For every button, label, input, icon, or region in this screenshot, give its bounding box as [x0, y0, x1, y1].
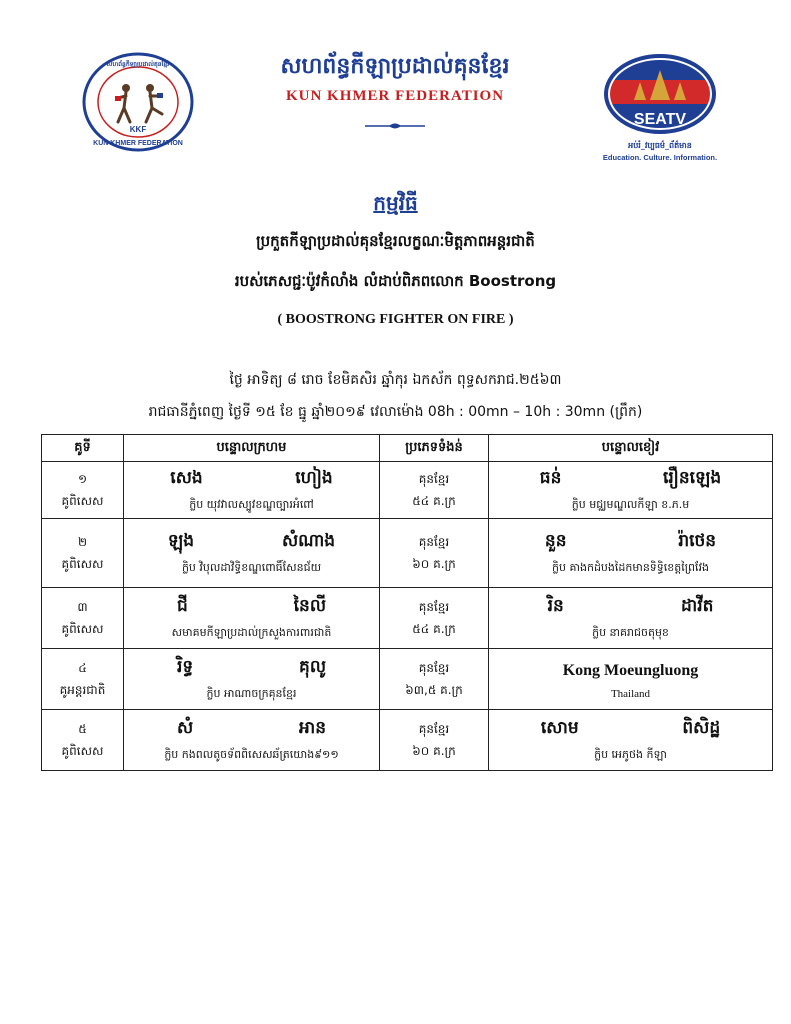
program-subtitle-1: ប្រកួតកីឡាប្រដាល់គុនខ្មែរលក្ខណៈមិត្តភាពអន្តរជាតិ [256, 232, 535, 250]
logo-ring-text: សហព័ន្ធកីឡាប្រដាល់គុនខ្មែរ [106, 61, 170, 68]
red-fighter-last-name: អាន [299, 717, 327, 738]
bout-number: ៤ [78, 661, 87, 675]
bout-number-cell [42, 462, 124, 519]
red-fighter-last-name: ហៀង [295, 467, 333, 488]
blue-corner-cell [489, 649, 773, 710]
weight-cell [380, 462, 489, 519]
org-name-english: KUN KHMER FEDERATION [285, 88, 505, 104]
org-name-khmer: សហព័ន្ធកីឡាប្រដាល់គុនខ្មែរ [280, 54, 510, 79]
weight-class: ៥៤ គ.ក្រ [412, 494, 456, 508]
col-header-red-corner: បន្ទោលក្រហម [124, 435, 380, 462]
kkf-logo [82, 52, 194, 152]
bout-number-cell [42, 710, 124, 771]
red-corner-cell [124, 462, 380, 519]
blue-fighter-first-name: ធន់ [539, 467, 562, 488]
program-title: កម្មវិធី [373, 191, 418, 215]
logo-bottom-text: KUN KHMER FEDERATION [93, 140, 183, 147]
bout-type: គូអន្តរជាតិ [59, 683, 106, 697]
bout-type: គូពិសេស [61, 622, 104, 636]
blue-fighter-first-name: សោម [540, 717, 579, 738]
red-corner-cell [124, 519, 380, 588]
table-row [42, 519, 773, 588]
bout-number: ៥ [78, 722, 87, 736]
weight-class: ៦៣,៥ គ.ក្រ [405, 683, 463, 697]
fight-style: គុនខ្មែរ [418, 472, 450, 486]
table-row [42, 588, 773, 649]
seatv-tagline-en: Education. Culture. Information. [602, 153, 718, 162]
blue-corner-cell [489, 462, 773, 519]
red-fighter-club: ក្លិប យុវវាលស្បូវខណ្ឌច្បារអំពៅ [189, 497, 314, 511]
red-fighter-club: ក្លិប វិបុលដាវិទ្ធិខណ្ឌពោធិ៍សែនជ័យ [181, 560, 322, 574]
col-header-blue-corner: បន្ទោលខៀវ [489, 435, 773, 462]
blue-fighter-last-name: រ៉ាថេន [678, 530, 717, 551]
bout-type: គូពិសេស [61, 557, 104, 571]
blue-fighter-country: Thailand [610, 688, 651, 700]
blue-fighter-first-name: រិន [547, 595, 564, 616]
bout-number-cell [42, 519, 124, 588]
blue-fighter-club: ក្លិប អេភូថង កីឡា [594, 747, 667, 761]
red-fighter-first-name: សំ [176, 717, 194, 738]
bout-type: គូពិសេស [61, 744, 104, 758]
red-fighter-first-name: ឡុង [167, 530, 195, 551]
blue-corner-cell [489, 519, 773, 588]
bout-number: ២ [77, 535, 88, 549]
weight-cell [380, 649, 489, 710]
table-row [42, 649, 773, 710]
weight-cell [380, 588, 489, 649]
red-fighter-first-name: សេង [170, 467, 203, 488]
blue-corner-cell [489, 588, 773, 649]
blue-fighter-last-name: ពិសិដ្ឋ [682, 717, 721, 738]
program-date: ថ្ងៃ អាទិត្យ ៨ រោច ខែមិគសិរ ឆ្នាំកុរ ឯកស័ក ពុទ្ធសករាជ.២៥៦៣ [229, 372, 562, 388]
blue-fighter-club: ក្លិប គាងកដំបងដៃកមានទិទ្ធិខេត្តព្រៃវែង [552, 560, 709, 574]
bout-number-cell [42, 588, 124, 649]
logo-abbr: KKF [129, 125, 147, 134]
seatv-tagline-km: អប់រំ_វប្បធម៌_ព័ត៌មាន [628, 141, 692, 150]
red-fighter-last-name: នៃលី [293, 595, 327, 616]
blue-fighter-first-name: នួន [544, 530, 567, 551]
blue-fighter-club: ក្លិប មជ្ឈមណ្ឌលកីឡា ខ.ភ.ម [571, 497, 690, 511]
program-place-time: រាជធានីភ្នំពេញ ថ្ងៃទី ១៥ ខែ ធ្នូ ឆ្នាំ២០១៩ វេលាម៉ោង 08h : 00mn – 10h : 30mn (ព្រឹក) [148, 404, 643, 420]
weight-class: ៦០ គ.ក្រ [412, 744, 456, 758]
red-corner-cell [124, 588, 380, 649]
red-corner-cell [124, 649, 380, 710]
bout-number: ៣ [77, 600, 88, 614]
red-corner-cell [124, 710, 380, 771]
col-header-number: គូទី [42, 435, 124, 462]
red-fighter-last-name: គុលូ [299, 656, 327, 677]
red-fighter-club: ក្លិប កងពលតូចទ័ពពិសេសឆ័ត្រយោង៩១១ [164, 747, 339, 761]
weight-cell [380, 519, 489, 588]
blue-corner-cell [489, 710, 773, 771]
bout-number-cell [42, 649, 124, 710]
fight-style: គុនខ្មែរ [418, 722, 450, 736]
bout-type: គូពិសេស [61, 494, 104, 508]
bout-table [41, 434, 773, 771]
red-fighter-first-name: ជី [176, 595, 188, 616]
fight-style: គុនខ្មែរ [418, 661, 450, 675]
seatv-name: SEATV [633, 111, 687, 128]
weight-class: ៦០ គ.ក្រ [412, 557, 456, 571]
weight-cell [380, 710, 489, 771]
red-fighter-last-name: សំណាង [281, 530, 336, 551]
blue-fighter-last-name: រឿនឡេង [662, 467, 722, 488]
table-row [42, 462, 773, 519]
blue-fighter-name: Kong Moeungluong [562, 662, 699, 679]
program-subtitle-2: របស់ភេសជ្ជៈប៉ូវកំលាំង លំដាប់ពិភពលោក Boostrong [234, 272, 557, 290]
program-subtitle-3: ( BOOSTRONG FIGHTER ON FIRE ) [277, 312, 514, 327]
header-ornament [365, 115, 425, 123]
seatv-logo [600, 52, 730, 170]
weight-class: ៥៤ គ.ក្រ [412, 622, 456, 636]
table-header-row [42, 435, 773, 462]
blue-fighter-last-name: ដាវីត [681, 595, 714, 616]
fight-style: គុនខ្មែរ [418, 600, 450, 614]
blue-fighter-club: ក្លិប នាគរាជចតុមុខ [592, 625, 669, 639]
col-header-weight-class: ប្រភេទទំងន់ [380, 435, 489, 462]
red-fighter-club: សមាគមកីឡាប្រដាល់ក្រសួងការពារជាតិ [171, 625, 332, 639]
bout-number: ១ [77, 472, 88, 486]
red-fighter-club: ក្លិប អាណាចក្រគុនខ្មែរ [206, 686, 297, 700]
red-fighter-first-name: រិទ្ធ [176, 656, 194, 677]
table-row [42, 710, 773, 771]
fight-style: គុនខ្មែរ [418, 535, 450, 549]
